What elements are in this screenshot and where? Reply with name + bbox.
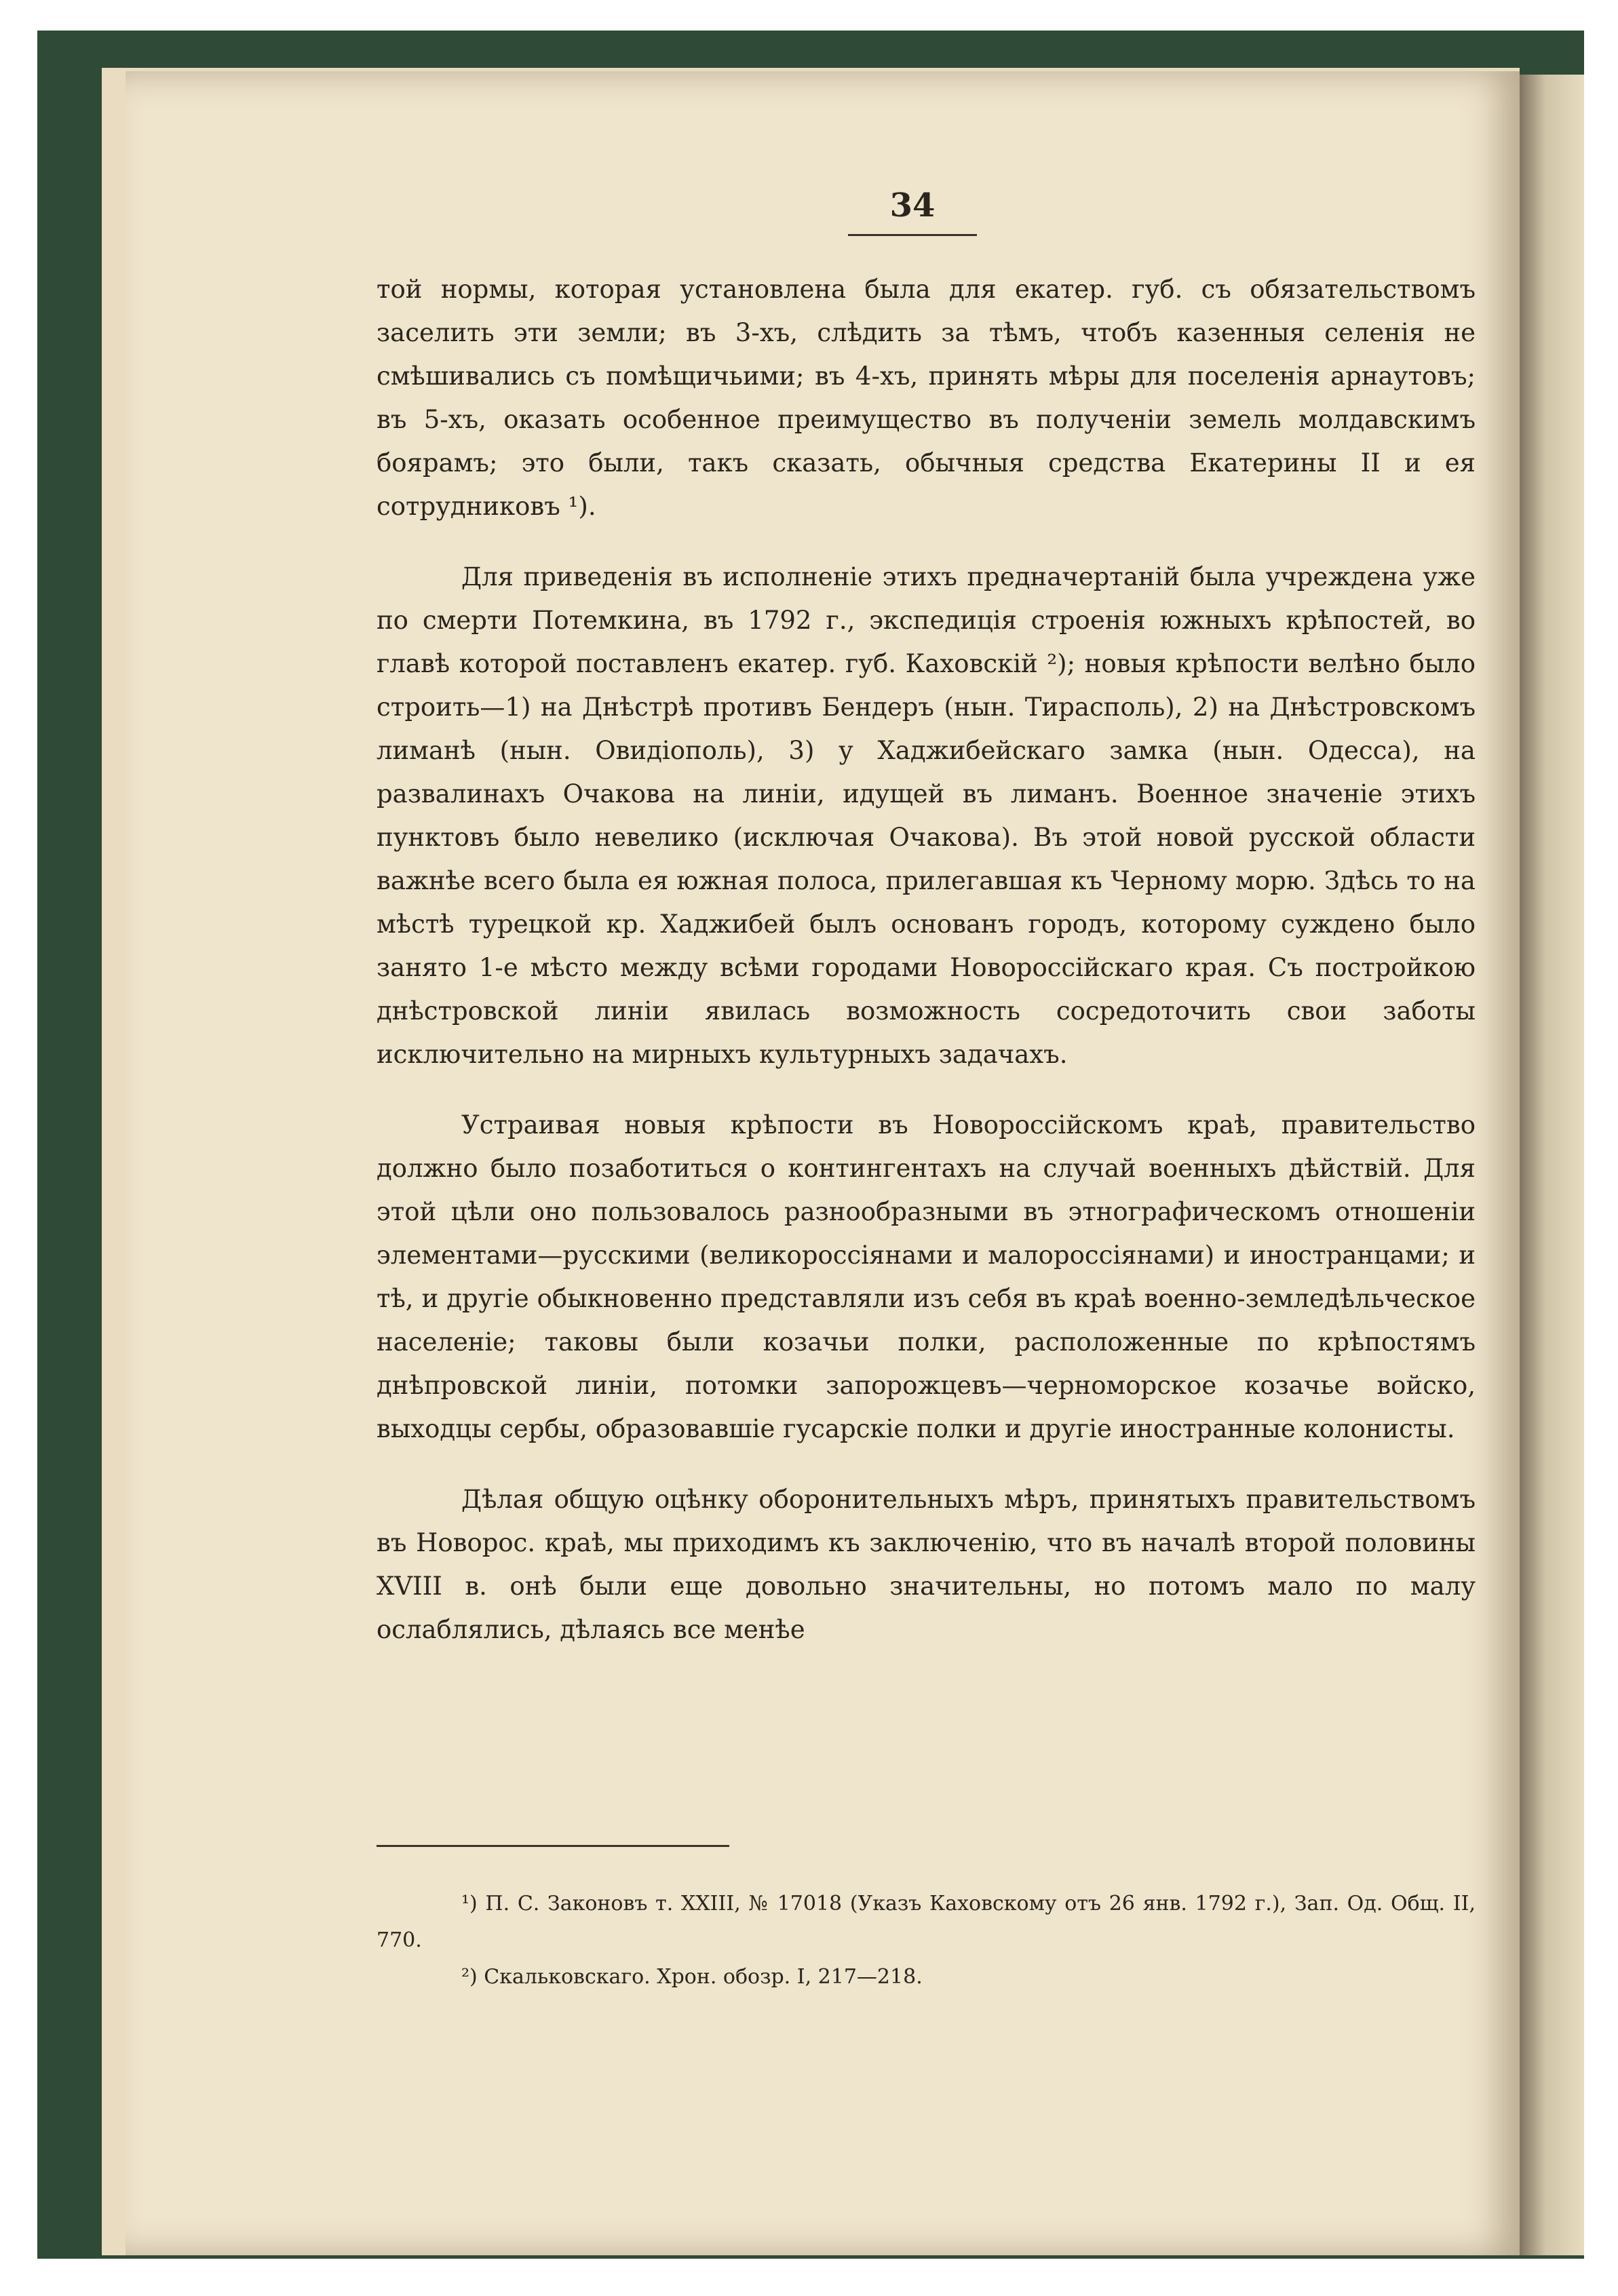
paragraph-3: Устраивая новыя крѣпости въ Новороссійскомъ краѣ, правительство должно было позаботиться о контингентахъ на случай военныхъ дѣйствій. Для этой цѣли оно пользовалось разнообразными въ этнографическомъ отношеніи элементами—русскими (великороссіянами и малороссіянами) и иностранцами; и тѣ, и другіе обыкновенно представляли изъ себя въ краѣ военно-земледѣльческое населеніе; таковы были козачьи полки, расположенные по крѣпостямъ днѣпровской линіи, потомки запорожцевъ—черноморское козачье войско, выходцы сербы, образовавшіе гусарскіе полки и другіе иностранные колонисты.: [377, 1110, 1476, 1443]
page-number-rule: [848, 234, 977, 236]
paragraph-4: Дѣлая общую оцѣнку оборонительныхъ мѣръ, принятыхъ правительствомъ въ Новорос. краѣ, мы приходимъ къ заключенію, что въ началѣ второй половины XVIII в. онѣ были еще довольно значительны, но потомъ мало по малу ослаблялись, дѣлаясь все менѣе: [377, 1485, 1476, 1644]
footnote-1: ¹) П. С. Законовъ т. XXIII, № 17018 (Указъ Каховскому отъ 26 янв. 1792 г.), Зап. Од. Общ. II, 770.: [377, 1892, 1476, 1952]
footnote-2: ²) Скальковскаго. Хрон. обозр. I, 217—218.: [461, 1965, 923, 1989]
paragraph-1: той нормы, которая установлена была для екатер. губ. съ обязательствомъ заселить эти земли; въ 3-хъ, слѣдить за тѣмъ, чтобъ казенныя селенія не смѣшивались съ помѣщичьими; въ 4-хъ, принять мѣры для поселенія арнаутовъ; въ 5-хъ, оказать особенное преимущество въ полученіи земель молдавскимъ боярамъ; это были, такъ сказать, обычныя средства Екатерины II и ея сотрудниковъ ¹).: [377, 275, 1476, 521]
footnote-rule: [377, 1845, 729, 1847]
body-text: [377, 268, 1476, 1679]
paragraph-2: Для приведенія въ исполненіе этихъ предначертаній была учреждена уже по смерти Потемкина, въ 1792 г., экспедиція строенія южныхъ крѣпостей, во главѣ которой поставленъ екатер. губ. Каховскій ²); новыя крѣпости велѣно было строить—1) на Днѣстрѣ противъ Бендеръ (нын. Тирасполь), 2) на Днѣстровскомъ лиманѣ (нын. Овидіополь), 3) у Хаджибейскаго замка (нын. Одесса), на развалинахъ Очакова на линіи, идущей въ лиманъ. Военное значеніе этихъ пунктовъ было невелико (исключая Очакова). Въ этой новой русской области важнѣе всего была ея южная полоса, прилегавшая къ Черному морю. Здѣсь то на мѣстѣ турецкой кр. Хаджибей былъ основанъ городъ, которому суждено было занято 1-е мѣсто между всѣми городами Новороссійскаго края. Съ постройкою днѣстровской линіи явилась возможность сосредоточить свои заботы исключительно на мирныхъ культурныхъ задачахъ.: [377, 562, 1476, 1069]
next-page-edge: [1520, 75, 1584, 2255]
page-number: 34: [889, 187, 936, 225]
footnotes: [377, 1886, 1476, 1996]
